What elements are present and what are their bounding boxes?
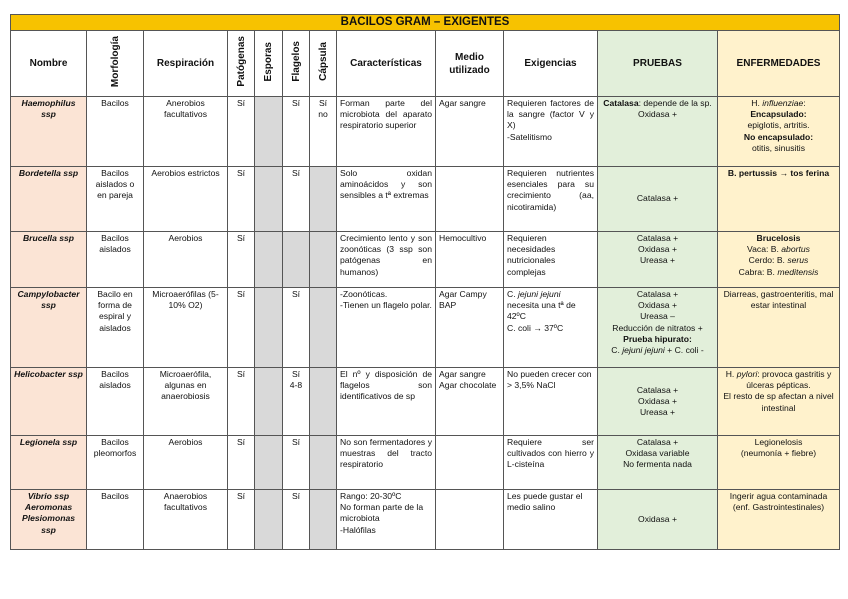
row-enf-species: pylori	[736, 369, 758, 379]
row-enf-genus: H.	[725, 369, 737, 379]
table-title: BACILOS GRAM – EXIGENTES	[11, 15, 840, 31]
row-medio: Agar Campy BAP	[436, 288, 504, 368]
row-nombre: Brucella ssp	[11, 232, 87, 288]
header-exigencias: Exigencias	[504, 31, 598, 97]
row-enfermedades	[718, 436, 840, 490]
row-exigencias-line1: Requieren factores de la sangre (factor V y X)	[507, 98, 594, 131]
row-caracteristicas: Solo oxidan aminoácidos y son sensibles a tª extremas	[337, 167, 436, 232]
row-pruebas-genus: C.	[611, 345, 623, 356]
row-capsula	[310, 167, 337, 232]
row-capsula	[310, 368, 337, 436]
row-pruebas	[598, 232, 718, 288]
header-respiracion: Respiración	[144, 31, 228, 97]
row-esporas	[255, 288, 283, 368]
row-esporas	[255, 436, 283, 490]
row-exigencias: Requieren necesidades nutricionales complejas	[504, 232, 598, 288]
row-exigencias	[504, 97, 598, 167]
row-esporas	[255, 167, 283, 232]
row-pruebas-line3: Ureasa +	[639, 255, 676, 266]
row-pruebas-line3: No fermenta nada	[623, 459, 692, 470]
row-caracteristicas: Crecimiento lento y son zoonóticas (3 ssp son patógenas en humanos)	[337, 232, 436, 288]
row-caracteristicas	[337, 490, 436, 550]
row-pruebas-line1: Catalasa +	[636, 437, 679, 447]
row-enf-host-vaca: Vaca: B.	[747, 244, 782, 255]
title-row	[11, 15, 840, 31]
row-exigencias-detail: necesita una tª de 42ºC	[507, 300, 576, 322]
row-enf-colon: :	[803, 98, 806, 108]
row-flagelos: Sí	[283, 97, 310, 167]
row-respiracion: Microaerófila, algunas en anaerobiosis	[144, 368, 228, 436]
table-row	[11, 288, 840, 368]
row-enf-line2: Encapsulado:	[750, 109, 807, 120]
header-morfologia-label: Morfología	[109, 35, 121, 88]
row-pruebas-species: jejuni jejuni	[622, 345, 665, 356]
row-esporas	[255, 232, 283, 288]
row-pruebas: Oxidasa +	[598, 490, 718, 550]
row-patogenas: Sí	[228, 232, 255, 288]
row-exigencias: No pueden crecer con > 3,5% NaCl	[504, 368, 598, 436]
row-caracteristicas: Forman parte del microbiota del aparato respiratorio superior	[337, 97, 436, 167]
header-flagelos	[283, 31, 310, 97]
row-enfermedades	[718, 232, 840, 288]
row-enf-line1	[721, 98, 836, 109]
row-caracteristicas: No son fermentadores y muestras del tracto respiratorio	[337, 436, 436, 490]
header-morfologia	[87, 31, 144, 97]
row-enf-host-cerdo: Cerdo: B.	[748, 255, 788, 266]
row-caracteristicas-line2: No forman parte de la microbiota	[340, 502, 424, 524]
row-caracteristicas-line1: Rango: 20-30ºC	[340, 491, 402, 501]
row-pruebas-line1: Catalasa +	[636, 289, 679, 299]
row-enf-line1: Legionelosis	[754, 437, 803, 447]
row-respiracion: Aerobios estrictos	[144, 167, 228, 232]
header-pruebas: PRUEBAS	[598, 31, 718, 97]
row-caracteristicas-line2: -Tienen un flagelo polar.	[340, 300, 432, 311]
row-enf-genus: H.	[751, 98, 763, 108]
header-enfermedades: ENFERMEDADES	[718, 31, 840, 97]
row-pruebas-catalasa-detail: : depende de la sp.	[638, 98, 712, 108]
header-nombre: Nombre	[11, 31, 87, 97]
table-row	[11, 232, 840, 288]
row-pruebas-line2: Oxidasa +	[638, 109, 677, 120]
row-flagelos: Sí	[283, 167, 310, 232]
bacilos-table-sheet	[10, 14, 839, 550]
row-pruebas-catalasa: Catalasa	[603, 98, 639, 108]
table-row	[11, 436, 840, 490]
row-exigencias: Requiere ser cultivados con hierro y L-cisteína	[504, 436, 598, 490]
row-nombre-line2: Aeromonas	[24, 502, 73, 513]
row-pruebas-line2: Oxidasa +	[638, 395, 677, 406]
row-flagelos: Sí	[283, 436, 310, 490]
row-nombre-line1: Vibrio ssp	[27, 491, 70, 501]
row-patogenas: Sí	[228, 436, 255, 490]
row-pruebas-line1: Catalasa +	[636, 233, 679, 243]
row-enf-line1	[721, 369, 836, 391]
row-pruebas	[598, 368, 718, 436]
header-esporas-label: Esporas	[263, 41, 274, 82]
row-caracteristicas: El nº y disposición de flagelos son identificativos de sp	[337, 368, 436, 436]
row-enf-species-cerdo: serus	[787, 255, 809, 266]
header-patogenas-label: Patógenas	[235, 36, 247, 87]
row-nombre: Campylobacter ssp	[11, 288, 87, 368]
row-flagelos-line2: 4-8	[289, 380, 303, 391]
row-medio: Hemocultivo	[436, 232, 504, 288]
row-patogenas: Sí	[228, 490, 255, 550]
row-exigencias	[504, 288, 598, 368]
header-capsula-label: Cápsula	[317, 42, 329, 81]
row-enf-line2: El resto de sp afectan a nivel intestinal	[723, 391, 834, 413]
row-enfermedades	[718, 368, 840, 436]
table-row	[11, 368, 840, 436]
row-enf-species-vaca: abortus	[781, 244, 810, 255]
row-patogenas: Sí	[228, 167, 255, 232]
row-nombre: Legionela ssp	[11, 436, 87, 490]
row-morfologia: Bacilos aislados	[87, 232, 144, 288]
row-nombre: Bordetella ssp	[11, 167, 87, 232]
row-pruebas-line2: Oxidasa +	[638, 244, 677, 255]
row-flagelos	[283, 232, 310, 288]
header-capsula	[310, 31, 337, 97]
row-respiracion: Aerobios	[144, 436, 228, 490]
row-capsula	[310, 232, 337, 288]
row-exigencias-line2: -Satelitismo	[507, 131, 552, 142]
bacilos-table	[10, 14, 840, 550]
row-respiracion: Anerobios facultativos	[144, 97, 228, 167]
row-enf-host-cabra: Cabra: B.	[738, 266, 778, 277]
header-medio: Medio utilizado	[436, 31, 504, 97]
row-respiracion: Anaerobios facultativos	[144, 490, 228, 550]
table-row	[11, 490, 840, 550]
row-esporas	[255, 490, 283, 550]
row-respiracion: Microaerófilas (5-10% O2)	[144, 288, 228, 368]
row-esporas	[255, 368, 283, 436]
row-pruebas	[598, 436, 718, 490]
row-capsula-line1: Sí	[318, 98, 328, 108]
row-nombre	[11, 490, 87, 550]
row-caracteristicas	[337, 288, 436, 368]
row-enf-detail: : provoca gastritis y úlceras pépticas.	[746, 369, 832, 391]
row-nombre-line3: Plesiomonas ssp	[21, 513, 75, 535]
row-enfermedades	[718, 97, 840, 167]
row-morfologia: Bacilos	[87, 97, 144, 167]
row-medio	[436, 436, 504, 490]
row-enf-line2: (neumonía + fiebre)	[740, 448, 817, 459]
row-patogenas: Sí	[228, 97, 255, 167]
header-row	[11, 31, 840, 97]
row-respiracion: Aerobios	[144, 232, 228, 288]
row-enf-line5: otitis, sinusitis	[751, 142, 805, 153]
row-caracteristicas-line3: -Halófilas	[340, 524, 376, 535]
row-capsula	[310, 436, 337, 490]
header-caracteristicas: Características	[337, 31, 436, 97]
row-morfologia: Bacilos aislados o en pareja	[87, 167, 144, 232]
row-pruebas-line1	[601, 98, 714, 109]
header-patogenas	[228, 31, 255, 97]
row-medio: Agar sangre Agar chocolate	[436, 368, 504, 436]
row-pruebas-line6	[601, 345, 714, 356]
row-capsula	[310, 490, 337, 550]
row-morfologia: Bacilos	[87, 490, 144, 550]
row-exigencias-species: jejuni jejuni	[517, 289, 561, 299]
row-enf-line4	[721, 267, 836, 278]
row-nombre: Helicobacter ssp	[11, 368, 87, 436]
table-row	[11, 97, 840, 167]
row-morfologia: Bacilo en forma de espiral y aislados	[87, 288, 144, 368]
header-esporas	[255, 31, 283, 97]
row-medio	[436, 167, 504, 232]
row-pruebas-line3: Ureasa –	[640, 311, 675, 322]
row-flagelos-line1: Sí	[291, 369, 301, 379]
row-exigencias-genus: C.	[507, 289, 518, 299]
row-flagelos: Sí	[283, 490, 310, 550]
row-pruebas-line4: Reducción de nitratos +	[612, 322, 703, 333]
row-pruebas-line5: Prueba hipurato:	[623, 333, 692, 344]
row-pruebas	[598, 288, 718, 368]
row-enf-line3	[721, 255, 836, 266]
header-flagelos-label: Flagelos	[290, 41, 302, 82]
row-patogenas: Sí	[228, 288, 255, 368]
row-exigencias: Requieren nutrientes esenciales para su crecimiento (aa, nicotiramida)	[504, 167, 598, 232]
row-flagelos: Sí	[283, 288, 310, 368]
row-morfologia: Bacilos aislados	[87, 368, 144, 436]
row-pruebas	[598, 97, 718, 167]
row-flagelos	[283, 368, 310, 436]
row-pruebas-line1: Catalasa +	[636, 384, 679, 395]
row-enfermedades: B. pertussis → tos ferina	[718, 167, 840, 232]
row-patogenas: Sí	[228, 368, 255, 436]
row-pruebas-line2: Oxidasa +	[638, 300, 677, 311]
row-pruebas-line3: Ureasa +	[639, 407, 676, 418]
row-enf-line1: Brucelosis	[756, 233, 801, 243]
row-exigencias: Les puede gustar el medio salino	[504, 490, 598, 550]
row-pruebas-detail: + C. coli -	[664, 345, 704, 356]
table-row	[11, 167, 840, 232]
row-caracteristicas-line1: -Zoonóticas.	[340, 289, 388, 299]
row-enf-species: influenziae	[762, 98, 804, 108]
row-exigencias-line2: C. coli → 37ºC	[507, 322, 564, 333]
row-enf-line2	[721, 244, 836, 255]
row-medio	[436, 490, 504, 550]
row-enfermedades: Diarreas, gastroenteritis, mal estar intestinal	[718, 288, 840, 368]
row-enfermedades: Ingerir agua contaminada (enf. Gastrointestinales)	[718, 490, 840, 550]
row-medio: Agar sangre	[436, 97, 504, 167]
row-capsula	[310, 97, 337, 167]
row-enf-species-cabra: meditensis	[777, 266, 819, 277]
row-capsula	[310, 288, 337, 368]
row-nombre: Haemophilus ssp	[11, 97, 87, 167]
row-enf-line3: epiglotis, artritis.	[747, 120, 810, 131]
row-enf-line4: No encapsulado:	[743, 131, 814, 142]
row-pruebas: Catalasa +	[598, 167, 718, 232]
row-capsula-line2: no	[318, 109, 328, 120]
row-exigencias-line1	[507, 289, 594, 323]
row-esporas	[255, 97, 283, 167]
row-morfologia: Bacilos pleomorfos	[87, 436, 144, 490]
row-pruebas-line2: Oxidasa variable	[625, 448, 690, 459]
